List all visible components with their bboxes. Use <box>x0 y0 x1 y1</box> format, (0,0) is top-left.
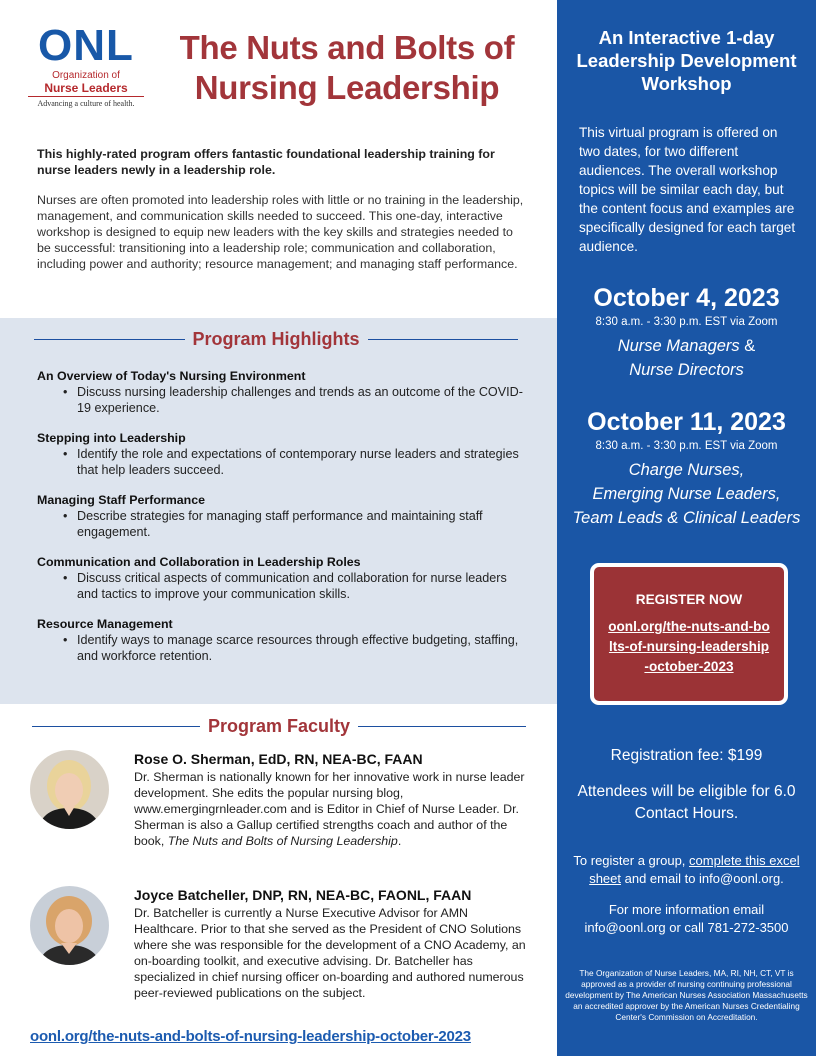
session-date: October 4, 2023 <box>593 284 780 312</box>
faculty-bio <box>134 769 526 849</box>
intro-body: Nurses are often promoted into leadership roles with little or no training in the leadership, management, and communication skills needed to succeed. This one-day, interactive workshop is designed to equip new leaders with the key skills and strategies needed to be successful: transitioning into a leadership role; communication and collaboration, including power and authority; resource management; and managing staff performance. <box>37 193 524 271</box>
session-time: 8:30 a.m. - 3:30 p.m. EST via Zoom <box>595 316 778 328</box>
group-text-end: and email to info@oonl.org. <box>621 871 784 886</box>
highlight-item <box>37 493 527 540</box>
group-registration <box>557 852 816 888</box>
faculty-bio-text: Dr. Sherman is nationally known for her innovative work in nurse leader development. She edits the popular nursing blog, www.emergingrnleader.com and is Editor in Chief of Nurse Leader. Dr. Sherman is also a Gallup certified strengths coach and author of the book, <box>134 770 525 848</box>
audience-line: Nurse Managers <box>617 337 740 355</box>
session-date: October 11, 2023 <box>587 408 786 436</box>
highlight-title: Resource Management <box>37 617 173 631</box>
heading-rule-right <box>358 726 526 727</box>
session-time: 8:30 a.m. - 3:30 p.m. EST via Zoom <box>595 440 778 452</box>
registration-fee: Registration fee: $199 <box>610 747 763 764</box>
highlights-heading <box>34 329 518 350</box>
heading-rule-left <box>32 726 200 727</box>
faculty-book-title: The Nuts and Bolts of Nursing Leadership <box>167 834 398 848</box>
contact-hours: Attendees will be eligible for 6.0 Contact Hours. <box>577 783 796 822</box>
highlight-item <box>37 617 527 664</box>
intro-lead: This highly-rated program offers fantastic foundational leadership training for nurse leaders newly in a leadership role. <box>37 147 495 177</box>
session-audience <box>557 458 816 530</box>
page-title: The Nuts and Bolts of Nursing Leadership <box>179 29 515 106</box>
highlight-bullet: • Identify ways to manage scarce resources through effective budgeting, staffing, and workforce retention. <box>37 632 527 664</box>
highlight-bullet: • Describe strategies for managing staff performance and maintaining staff engagement. <box>37 508 527 540</box>
group-text: To register a group, <box>573 853 690 868</box>
faculty-name: Joyce Batcheller, DNP, RN, NEA-BC, FAONL, FAAN <box>134 887 472 903</box>
faculty-bio: Dr. Batcheller is currently a Nurse Executive Advisor for AMN Healthcare. Prior to that she served as the President of CNO Solutions where she was responsible for the development of a CNO Academy, an on-boarding toolkit, and executive advising. Dr. Batcheller has specialized in chief nursing officer on-boarding and authored numerous peer-reviewed publications on the subject. <box>134 906 526 1000</box>
onl-logo <box>28 21 144 114</box>
excel-sheet-link[interactable]: complete this excel sheet <box>589 853 800 886</box>
highlight-title: Stepping into Leadership <box>37 431 186 445</box>
accreditation-statement: The Organization of Nurse Leaders, MA, RI, NH, CT, VT is approved as a provider of nursing continuing professional development by The American Nurses Association Massachusetts an accredited approver by the American Nurses Credentialing Center's Commission on Accreditation. <box>565 968 808 1022</box>
logo-tagline: Advancing a culture of health. <box>37 99 135 108</box>
right-sidebar <box>557 0 816 1056</box>
register-link[interactable]: oonl.org/the-nuts-and-bolts-of-nursing-leadership-october-2023 <box>608 619 770 674</box>
highlight-item <box>37 431 527 478</box>
logo-acronym: ONL <box>38 21 134 70</box>
register-title: REGISTER NOW <box>635 592 743 607</box>
highlights-heading-label: Program Highlights <box>192 329 360 349</box>
highlight-title: An Overview of Today's Nursing Environment <box>37 369 306 383</box>
highlights-list <box>37 369 527 679</box>
session-oct-4 <box>557 284 816 382</box>
session-audience <box>557 334 816 382</box>
faculty-text <box>134 885 526 1001</box>
highlight-item <box>37 369 527 416</box>
audience-line: Nurse Directors <box>629 361 744 379</box>
faculty-bio-end: . <box>397 834 402 848</box>
register-box <box>590 563 788 705</box>
faculty-heading-label: Program Faculty <box>207 716 351 736</box>
highlight-item <box>37 555 527 602</box>
sidebar-headline: An Interactive 1-day Leadership Development Workshop <box>576 27 797 94</box>
logo-org-line2: Nurse Leaders <box>28 81 144 97</box>
audience-line: Emerging Nurse Leaders, <box>592 485 781 503</box>
program-highlights <box>0 318 557 704</box>
logo-org-line1: Organization of <box>52 70 120 81</box>
faculty-heading <box>32 716 526 737</box>
session-oct-11 <box>557 408 816 530</box>
highlight-title: Managing Staff Performance <box>37 493 205 507</box>
faculty-name: Rose O. Sherman, EdD, RN, NEA-BC, FAAN <box>134 751 423 767</box>
highlight-bullet: • Discuss critical aspects of communication and collaboration for nurse leaders and tactics to improve your communication skills. <box>37 570 527 602</box>
sidebar-intro: This virtual program is offered on two dates, for two different audiences. The overall workshop topics will be similar each day, but the content focus and examples are specifically designed for each target audience. <box>579 125 796 254</box>
intro-section <box>37 146 529 272</box>
avatar-batcheller <box>30 886 109 965</box>
highlight-bullet: • Identify the role and expectations of contemporary nurse leaders and strategies that help leaders succeed. <box>37 446 527 478</box>
highlight-title: Communication and Collaboration in Leadership Roles <box>37 555 361 569</box>
more-info: For more information email info@oonl.org or call 781-272-3500 <box>584 902 789 935</box>
avatar-sherman <box>30 750 109 829</box>
heading-rule-right <box>368 339 519 340</box>
faculty-text <box>134 749 526 849</box>
registration-link-footer[interactable]: oonl.org/the-nuts-and-bolts-of-nursing-leadership-october-2023 <box>30 1028 471 1045</box>
audience-amp: & <box>739 337 756 355</box>
audience-line: Charge Nurses, <box>628 461 745 479</box>
highlight-bullet: • Discuss nursing leadership challenges and trends as an outcome of the COVID-19 experience. <box>37 384 527 416</box>
heading-rule-left <box>34 339 185 340</box>
audience-line: Team Leads & Clinical Leaders <box>572 509 801 527</box>
